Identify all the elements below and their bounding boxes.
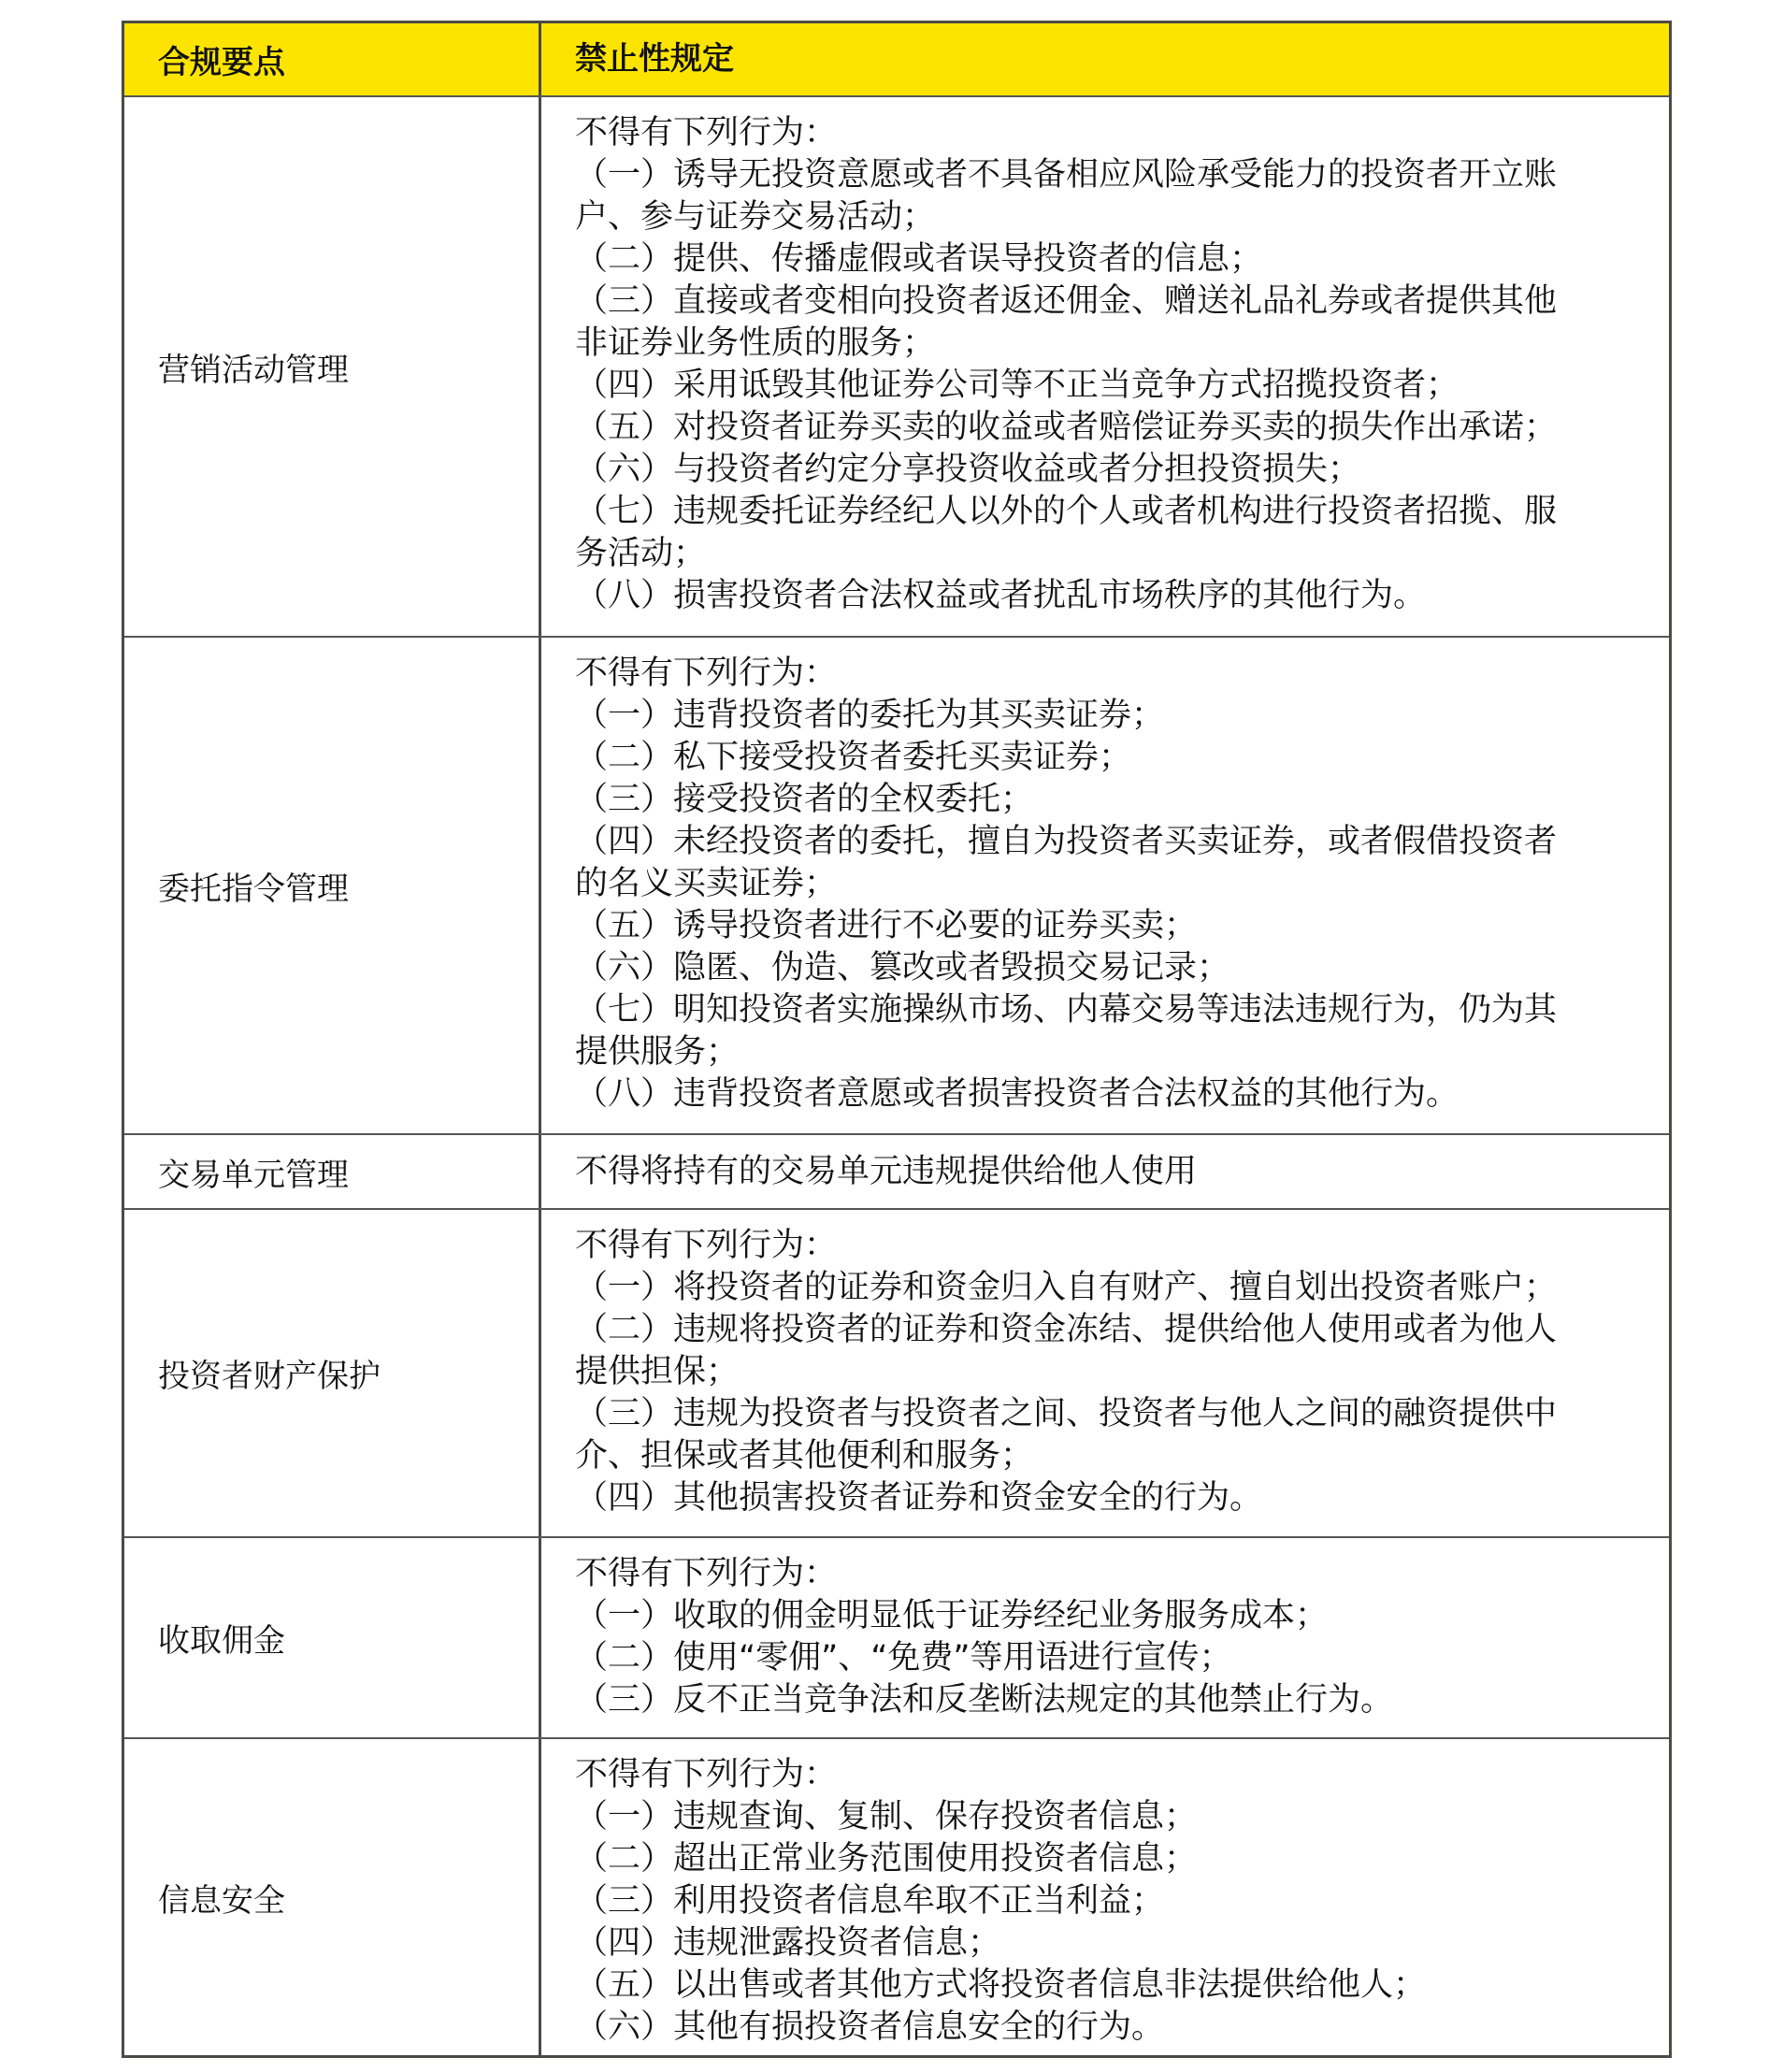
rule-line: （二）私下接受投资者委托买卖证券；: [575, 739, 1132, 776]
rule-line: （二）提供、传播虚假或者误导投资者的信息；: [575, 240, 1263, 278]
row-topic: 交易单元管理: [124, 1135, 541, 1208]
rule-line: （五）以出售或者其他方式将投资者信息非法提供给他人；: [575, 1966, 1427, 2004]
row-rules: [541, 1538, 1669, 1737]
rule-line: （三）反不正当竞争法和反垄断法规定的其他禁止行为。: [575, 1681, 1394, 1719]
rule-line: （七）违规委托证券经纪人以外的个人或者机构进行投资者招揽、服: [575, 493, 1558, 530]
rule-line: 务活动；: [575, 535, 707, 572]
rule-line: （三）利用投资者信息牟取不正当利益；: [575, 1882, 1165, 1920]
row-topic: 委托指令管理: [124, 638, 541, 1133]
rule-line: （六）与投资者约定分享投资收益或者分担投资损失；: [575, 451, 1361, 488]
rule-line: （三）直接或者变相向投资者返还佣金、赠送礼品礼券或者提供其他: [575, 282, 1558, 320]
rule-line: （三）接受投资者的全权委托；: [575, 781, 1034, 818]
compliance-table: [122, 21, 1672, 2058]
table-row: [124, 1737, 1669, 2055]
rule-line: （四）采用诋毁其他证券公司等不正当竞争方式招揽投资者；: [575, 367, 1459, 404]
rule-line: （八）违背投资者意愿或者损害投资者合法权益的其他行为。: [575, 1075, 1459, 1113]
rule-line: 提供服务；: [575, 1033, 740, 1071]
rule-line: 户、参与证券交易活动；: [575, 198, 936, 236]
rule-line: （一）违规查询、复制、保存投资者信息；: [575, 1798, 1198, 1835]
row-rules: [541, 638, 1669, 1133]
row-topic: 收取佣金: [124, 1538, 541, 1737]
rule-line: 非证券业务性质的服务；: [575, 324, 936, 362]
row-rules: [541, 1739, 1669, 2055]
rule-line: （六）隐匿、伪造、篡改或者毁损交易记录；: [575, 949, 1230, 986]
rule-line: 不得有下列行为：: [575, 1555, 838, 1592]
rule-line: （二）超出正常业务范围使用投资者信息；: [575, 1840, 1198, 1878]
row-topic: 投资者财产保护: [124, 1210, 541, 1536]
rule-line: （二）违规将投资者的证券和资金冻结、提供给他人使用或者为他人: [575, 1311, 1558, 1348]
rule-line: （四）未经投资者的委托，擅自为投资者买卖证券，或者假借投资者: [575, 823, 1558, 860]
row-topic: 信息安全: [124, 1739, 541, 2055]
rule-line: 不得有下列行为：: [575, 114, 838, 151]
rule-line: （一）将投资者的证券和资金归入自有财产、擅自划出投资者账户；: [575, 1269, 1558, 1306]
rule-line: （一）收取的佣金明显低于证券经纪业务服务成本；: [575, 1597, 1329, 1634]
table-row: [124, 1208, 1669, 1536]
rule-line: （七）明知投资者实施操纵市场、内幕交易等违法违规行为，仍为其: [575, 991, 1558, 1029]
rule-line: （四）其他损害投资者证券和资金安全的行为。: [575, 1479, 1263, 1517]
rule-line: （三）违规为投资者与投资者之间、投资者与他人之间的融资提供中: [575, 1395, 1558, 1432]
rule-line: 不得有下列行为：: [575, 655, 838, 692]
table-row: [124, 95, 1669, 636]
rule-line: （八）损害投资者合法权益或者扰乱市场秩序的其他行为。: [575, 577, 1427, 614]
header-prohibitions: 禁止性规定: [575, 40, 734, 78]
table-header: [124, 23, 1669, 95]
row-topic: 营销活动管理: [124, 97, 541, 636]
rule-line: （二）使用“零佣”、“免费”等用语进行宣传；: [575, 1639, 1232, 1676]
header-compliance-point: 合规要点: [124, 23, 541, 95]
table-row: [124, 1536, 1669, 1737]
rule-line: 提供担保；: [575, 1353, 740, 1390]
table-row: [124, 1133, 1669, 1208]
row-rules: [541, 1135, 1669, 1208]
rule-line: （五）对投资者证券买卖的收益或者赔偿证券买卖的损失作出承诺；: [575, 409, 1558, 446]
rule-line: 介、担保或者其他便利和服务；: [575, 1437, 1034, 1475]
table-row: [124, 636, 1669, 1133]
rule-line: 不得将持有的交易单元违规提供给他人使用: [575, 1152, 1198, 1190]
rule-line: 不得有下列行为：: [575, 1756, 838, 1793]
rule-line: （四）违规泄露投资者信息；: [575, 1924, 1001, 1962]
rule-line: （五）诱导投资者进行不必要的证券买卖；: [575, 907, 1198, 944]
rule-line: （一）诱导无投资意愿或者不具备相应风险承受能力的投资者开立账: [575, 156, 1558, 194]
rule-line: （一）违背投资者的委托为其买卖证券；: [575, 697, 1165, 734]
row-rules: [541, 97, 1669, 636]
rule-line: 不得有下列行为：: [575, 1227, 838, 1264]
rule-line: （六）其他有损投资者信息安全的行为。: [575, 2008, 1165, 2046]
rule-line: 的名义买卖证券；: [575, 865, 838, 902]
row-rules: [541, 1210, 1669, 1536]
